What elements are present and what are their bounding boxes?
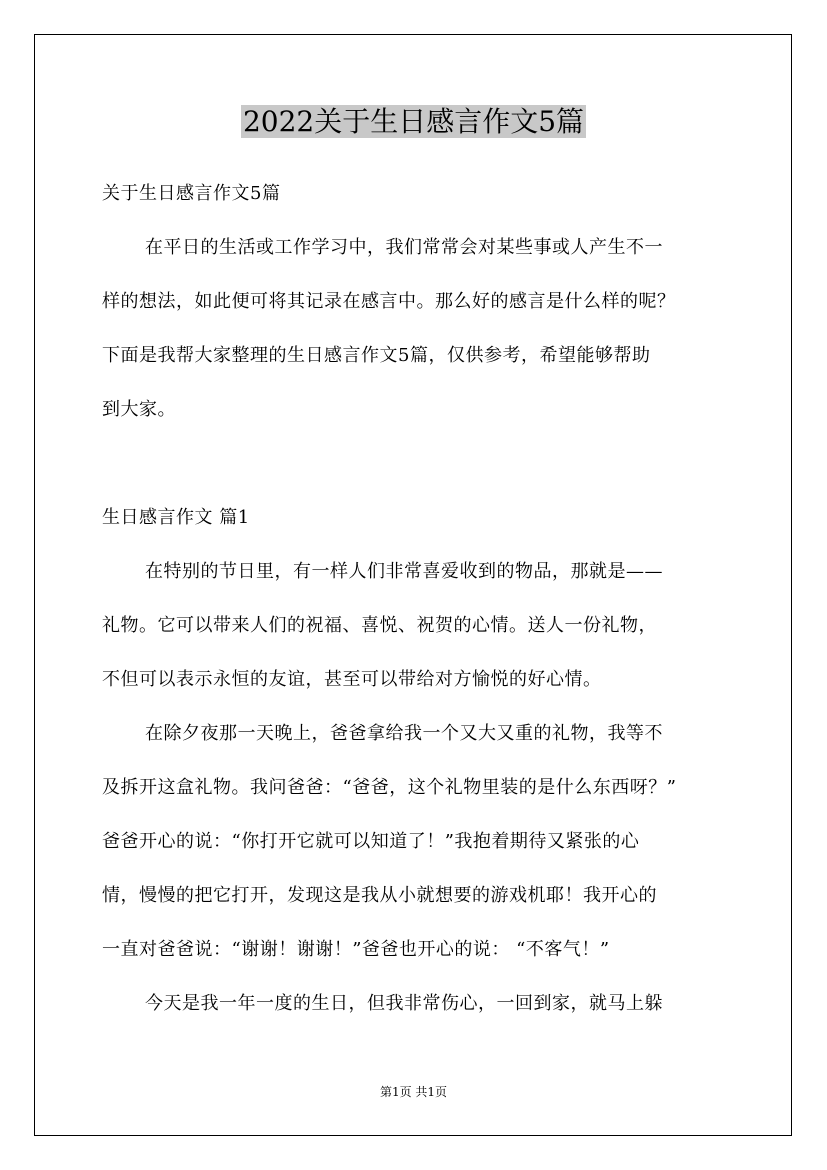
page-footer: 第1页 共1页 — [379, 1085, 448, 1099]
section-line-2: 礼物。它可以带来人们的祝福、喜悦、祝贺的心情。送人一份礼物， — [102, 615, 657, 636]
section-line-9: 今天是我一年一度的生日，但我非常伤心，一回到家，就马上躲 — [145, 993, 663, 1014]
section-line-6: 爸爸开心的说：“你打开它就可以知道了！”我抱着期待又紧张的心 — [102, 831, 640, 852]
section-line-4: 在除夕夜那一天晚上，爸爸拿给我一个又大又重的礼物，我等不 — [145, 723, 663, 744]
section-line-1: 在特别的节日里，有一样人们非常喜爱收到的物品，那就是—— — [145, 561, 663, 582]
document-subtitle: 关于生日感言作文5篇 — [102, 183, 281, 204]
intro-line-1: 在平日的生活或工作学习中，我们常常会对某些事或人产生不一 — [145, 237, 663, 258]
intro-line-3: 下面是我帮大家整理的生日感言作文5篇，仅供参考，希望能够帮助 — [102, 345, 651, 366]
section-line-5: 及拆开这盒礼物。我问爸爸：“爸爸，这个礼物里装的是什么东西呀？” — [102, 777, 677, 798]
intro-line-4: 到大家。 — [102, 399, 176, 420]
intro-line-2: 样的想法，如此便可将其记录在感言中。那么好的感言是什么样的呢？ — [102, 291, 676, 312]
section-line-7: 情，慢慢的把它打开，发现这是我从小就想要的游戏机耶！我开心的 — [102, 885, 657, 906]
document-title — [0, 102, 827, 142]
document-title-text: 2022关于生日感言作文5篇 — [242, 105, 585, 138]
section-heading: 生日感言作文 篇1 — [102, 507, 250, 528]
section-line-8: 一直对爸爸说：“谢谢！谢谢！”爸爸也开心的说： “不客气！” — [102, 939, 610, 960]
section-line-3: 不但可以表示永恒的友谊，甚至可以带给对方愉悦的好心情。 — [102, 669, 602, 690]
